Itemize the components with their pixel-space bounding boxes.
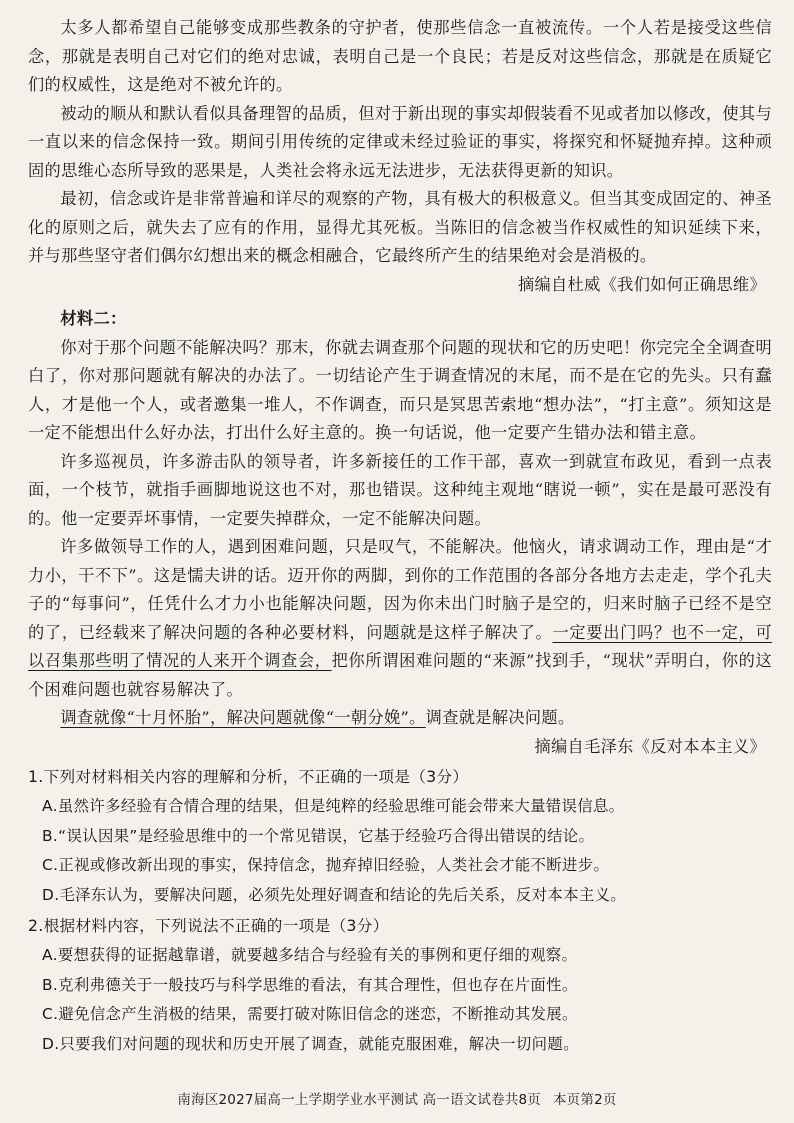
question-2 <box>28 912 772 1059</box>
material-two-heading: 材料二： <box>60 309 127 328</box>
footer-exam-info: 南海区2027届高一上学期学业水平测试 高一语文试卷共8页 <box>177 1092 541 1108</box>
passage-paragraph-7 <box>28 704 772 733</box>
passage-paragraph-4: 你对于那个问题不能解决吗？那末，你就去调查那个问题的现状和它的历史吧！你完完全全调查明白了，你对那问题就有解决的办法了。一切结论产生于调查情况的末尾，而不是在它的先头。只有蠢人，才是他一个人，或者邀集一堆人，不作调查，而只是冥思苦索地“想办法”，“打主意”。须知这是一定不能想出什么好办法，打出什么好主意的。换一句话说，他一定要产生错办法和错主意。 <box>28 337 772 442</box>
question-1 <box>28 763 772 910</box>
question-2-option-b: B.克利弗德关于一般技巧与科学思维的看法，有其合理性，但也存在片面性。 <box>42 975 578 994</box>
question-2-option-d: D.只要我们对问题的现状和历史开展了调查，就能克服困难，解决一切问题。 <box>42 1034 579 1053</box>
passage-paragraph-5: 许多巡视员，许多游击队的领导者，许多新接任的工作干部，喜欢一到就宣布政见，看到一点表面，一个枝节，就指手画脚地说这也不对，那也错误。这种纯主观地“瞎说一顿”，实在是最可恶没有的。他一定要弄坏事情，一定要失掉群众，一定不能解决问题。 <box>28 451 772 528</box>
passage-paragraph-6 <box>28 533 772 704</box>
question-1-option-d: D.毛泽东认为，要解决问题，必须先处理好调查和结论的先后关系，反对本本主义。 <box>42 885 627 904</box>
underlined-sentence-2: 调查就像“十月怀胎”，解决问题就像“一朝分娩”。 <box>60 708 426 727</box>
source-citation-2: 摘编自毛泽东《反对本本主义》 <box>534 736 766 756</box>
paragraph-7-text-b: 调查就是解决问题。 <box>425 708 575 727</box>
passage-paragraph-3: 最初，信念或许是非常普遍和详尽的观察的产物，具有极大的积极意义。但当其变成固定的、神圣化的原则之后，就失去了应有的作用，显得尤其死板。当陈旧的信念被当作权威性的知识延续下来，并与那些坚守者们偶尔幻想出来的概念相融合，它最终所产生的结果绝对会是消极的。 <box>28 189 772 265</box>
passage-paragraph-1: 太多人都希望自己能够变成那些教条的守护者，使那些信念一直被流传。一个人若是接受这些信念，那就是表明自己对它们的绝对忠诚，表明自己是一个良民；若是反对这些信念，那就是在质疑它们的权威性，这是绝对不被允许的。 <box>28 18 772 94</box>
source-citation-1: 摘编自杜威《我们如何正确思维》 <box>517 274 766 294</box>
question-2-title: 2.根据材料内容，下列说法不正确的一项是（3分） <box>28 917 389 935</box>
question-1-option-a: A.虽然许多经验有合情合理的结果，但是纯粹的经验思维可能会带来大量错误信息。 <box>42 797 625 815</box>
question-1-option-c: C.正视或修改新出现的事实，保持信念，抛弃掉旧经验，人类社会才能不断进步。 <box>42 856 610 874</box>
question-2-option-a: A.要想获得的证据越靠谱，就要越多结合与经验有关的事例和更仔细的观察。 <box>42 946 578 964</box>
page-footer <box>0 1088 794 1108</box>
paragraph-6-text-a: 许多做领导工作的人，遇到困难问题，只是叹气，不能解决。他恼火，请求调动工作，理由是“才力小，干不下”。这是懦夫讲的话。迈开你的两脚，到你的工作范围的各部分各地方去走走，学个孔夫子的“每事问”，任凭什么才力小也能解决问题，因为你未出门时脑子是空的，归来时脑子已经不是空的了，已经载来了解决问题的各种必要材料，问题就是这样子解决了。 <box>28 537 772 642</box>
passage-paragraph-2: 被动的顺从和默认看似具备理智的品质，但对于新出现的事实却假装看不见或者加以修改，使其与一直以来的信念保持一致。期间引用传统的定律或未经过验证的事实，将探究和怀疑抛弃掉。这种顽固的思维心态所导致的恶果是，人类社会将永远无法进步，无法获得更新的知识。 <box>28 103 772 180</box>
question-2-option-c: C.避免信念产生消极的结果，需要打破对陈旧信念的迷恋，不断推动其发展。 <box>42 1005 578 1023</box>
footer-page-number: 本页第2页 <box>552 1092 617 1108</box>
question-1-option-b: B.“误认因果”是经验思维中的一个常见错误，它基于经验巧合得出错误的结论。 <box>42 826 595 845</box>
underlined-sentence-1: 一定要出门吗？也不一定，可以召集那些明了情况的人来开个调查会， <box>28 622 772 670</box>
paragraph-6-text-c: 把你所谓困难问题的“来源”找到手，“现状”弄明白，你的这个困难问题也就容易解决了。 <box>28 651 772 699</box>
question-1-title: 1.下列对材料相关内容的理解和分析，不正确的一项是（3分） <box>28 768 469 786</box>
